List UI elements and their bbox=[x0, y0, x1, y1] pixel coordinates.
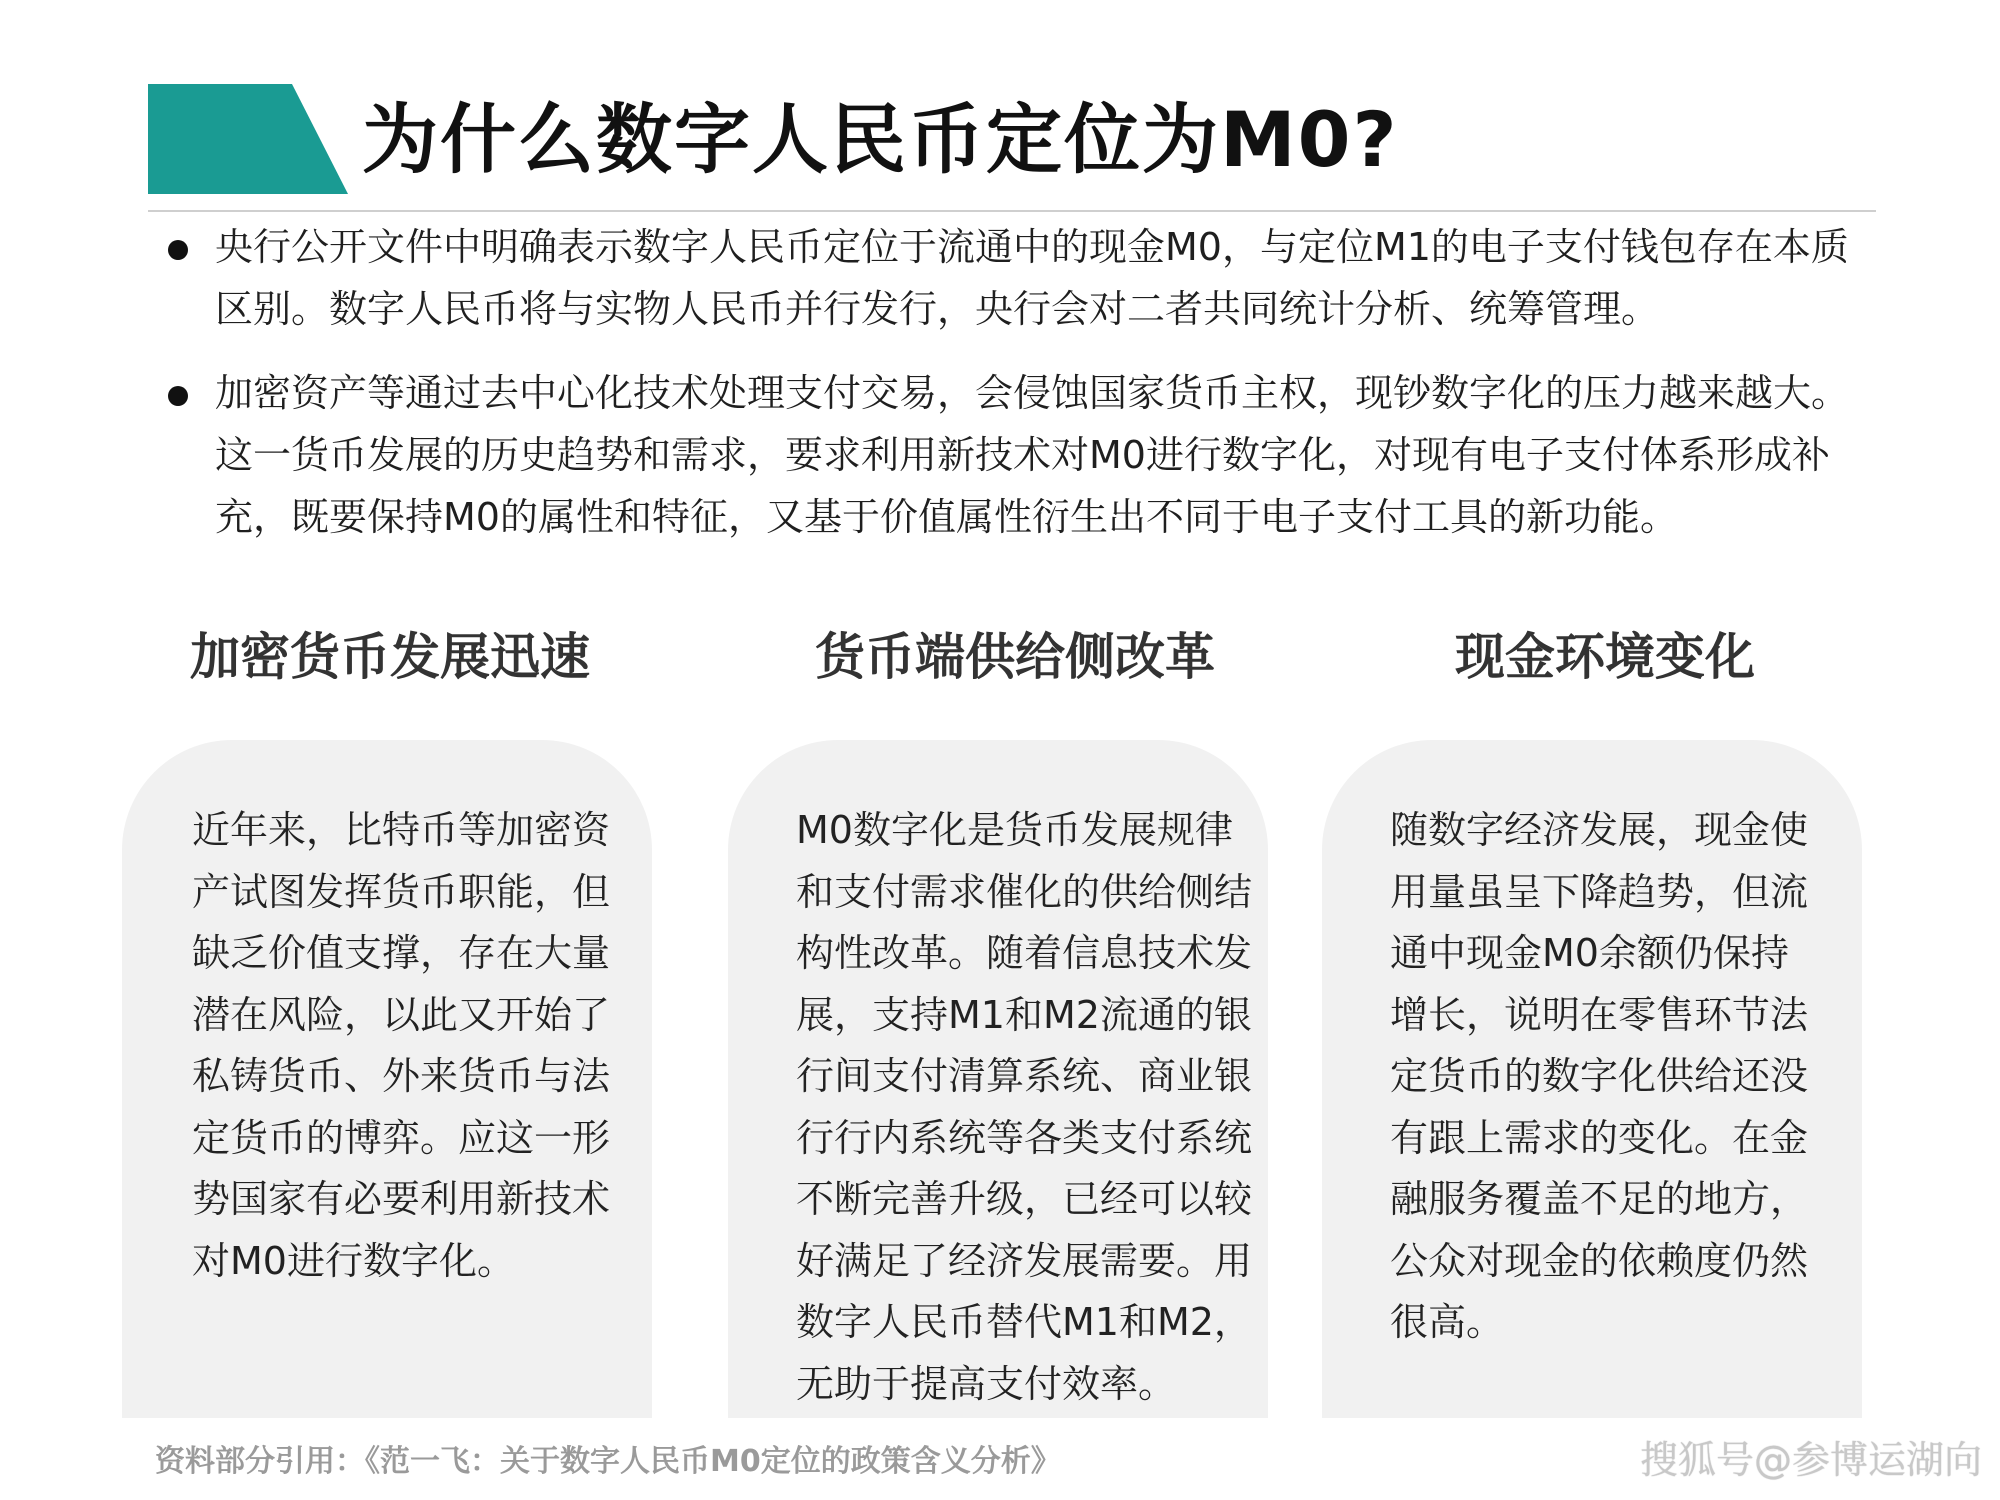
watermark: 搜狐号@参博运湖向 bbox=[1640, 1438, 1983, 1482]
bullet-text: 加密资产等通过去中心化技术处理支付交易，会侵蚀国家货币主权，现钞数字化的压力越来越大。这一货币发展的历史趋势和需求，要求利用新技术对M0进行数字化，对现有电子支付体系形成补充，既要保持M0的属性和特征，又基于价值属性衍生出不同于电子支付工具的新功能。 bbox=[215, 371, 1850, 539]
bullet-dot-icon bbox=[168, 386, 188, 406]
card-text: 近年来，比特币等加密资产试图发挥货币职能，但缺乏价值支撑，存在大量潜在风险，以此又开始了私铸货币、外来货币与法定货币的博弈。应这一形势国家有必要利用新技术对M0进行数字化。 bbox=[192, 808, 611, 1283]
page-title: 为什么数字人民币定位为M0? bbox=[362, 95, 1399, 184]
card-text: 随数字经济发展，现金使用量虽呈下降趋势，但流通中现金M0余额仍保持增长，说明在零售环节法定货币的数字化供给还没有跟上需求的变化。在金融服务覆盖不足的地方，公众对现金的依赖度仍然很高。 bbox=[1390, 808, 1809, 1344]
bullet-item bbox=[160, 216, 1880, 340]
bullet-text: 央行公开文件中明确表示数字人民币定位于流通中的现金M0，与定位M1的电子支付钱包存在本质区别。数字人民币将与实物人民币并行发行，央行会对二者共同统计分析、统筹管理。 bbox=[215, 225, 1849, 331]
column-heading-supply-reform: 货币端供给侧改革 bbox=[815, 628, 1215, 686]
card-cash-environment bbox=[1322, 740, 1862, 1418]
title-accent-shape bbox=[148, 84, 348, 194]
card-text: M0数字化是货币发展规律和支付需求催化的供给侧结构性改革。随着信息技术发展，支持M1和M2流通的银行间支付清算系统、商业银行行内系统等各类支付系统不断完善升级，已经可以较好满足了经济发展需要。用数字人民币替代M1和M2，无助于提高支付效率。 bbox=[796, 808, 1253, 1406]
column-heading-crypto: 加密货币发展迅速 bbox=[190, 628, 590, 686]
bullet-dot-icon bbox=[168, 240, 188, 260]
card-supply-reform bbox=[728, 740, 1268, 1418]
column-heading-cash-environment: 现金环境变化 bbox=[1455, 628, 1755, 686]
card-crypto bbox=[122, 740, 652, 1418]
bullet-item bbox=[160, 362, 1880, 548]
title-divider bbox=[148, 210, 1876, 212]
source-citation: 资料部分引用：《范一飞：关于数字人民币M0定位的政策含义分析》 bbox=[155, 1444, 1061, 1479]
bullet-list bbox=[160, 216, 1880, 570]
